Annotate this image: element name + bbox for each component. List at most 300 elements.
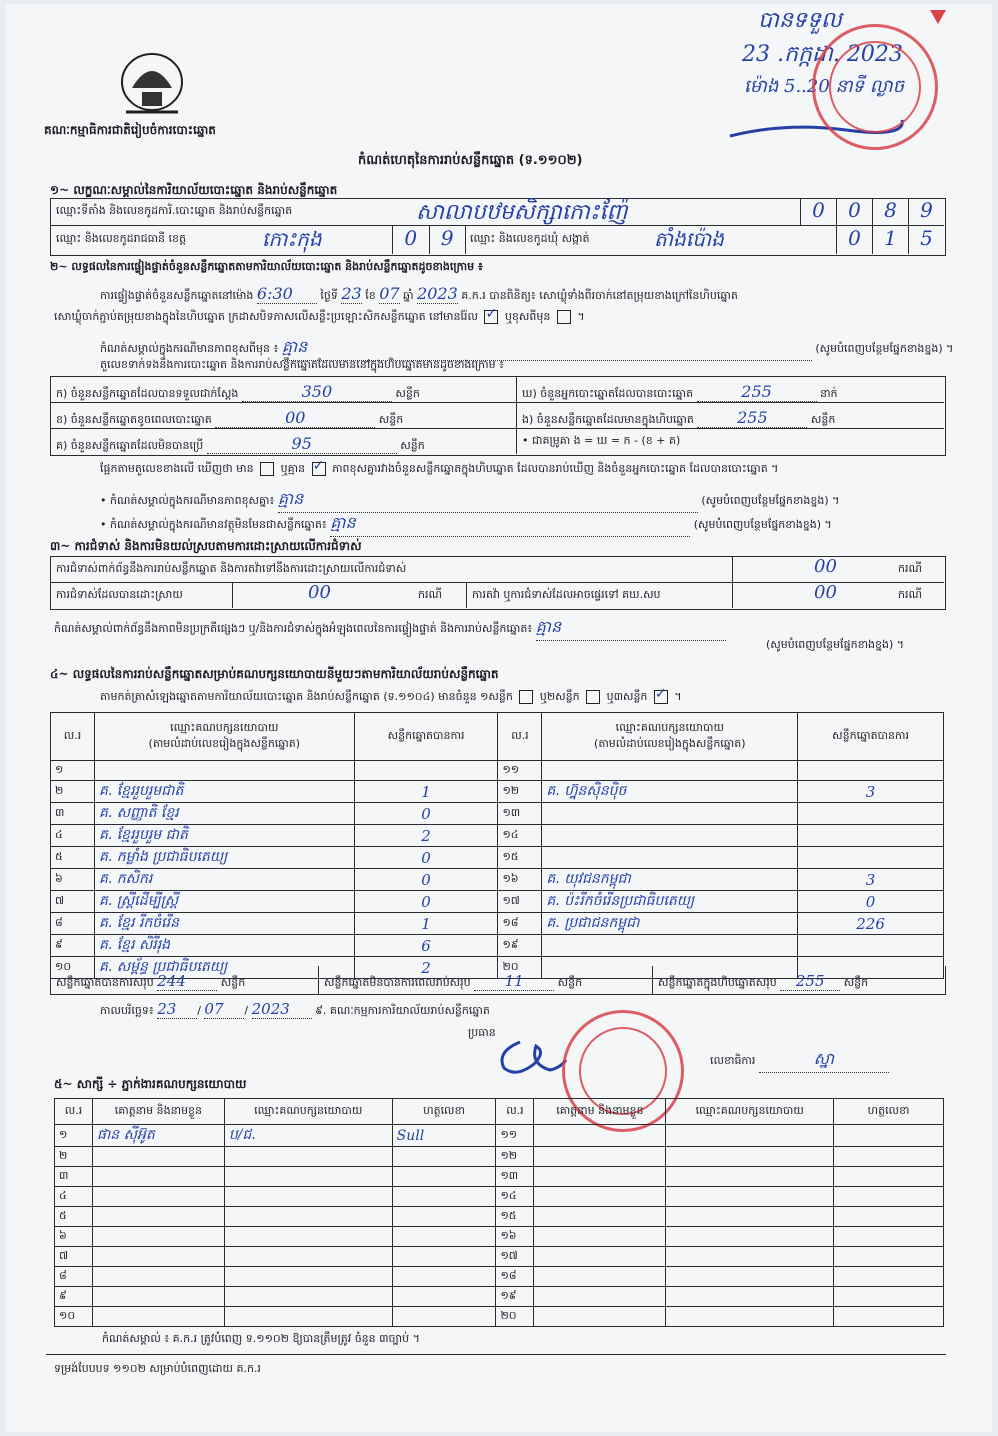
compare-end: ភាពខុសគ្នារវាងចំនួនសន្លឹកឆ្នោតក្នុងហិបឆ្នោត ដែលបានរាប់ឃើញ និងចំនួនអ្នកបោះឆ្នោត ដែលបានបោះឆ្នោត ។: [332, 462, 779, 475]
party-name: គ. ស្ត្រីដើម្បីស្ត្រី: [94, 891, 354, 913]
witness-signature: [834, 1307, 944, 1327]
unchanged-checkbox[interactable]: [484, 310, 498, 324]
col-party: ឈ្មោះគណបក្សនយោបាយ (តាមលំដាប់លេខរៀងក្នុងសន្លឹកឆ្នោត): [94, 713, 354, 761]
witness-party: [224, 1227, 392, 1247]
row-no: ៩: [51, 935, 95, 957]
has-difference-checkbox[interactable]: [260, 462, 274, 476]
witness-name: [534, 1147, 666, 1167]
witness-name: [92, 1227, 224, 1247]
row-no: ១៣: [498, 803, 542, 825]
note-hint: (សូមបំពេញបន្ថែមផ្នែកខាងខ្នង) ។: [815, 342, 954, 355]
witness-name: [534, 1125, 666, 1147]
party-name: [542, 935, 798, 957]
bullet2-hint: (សូមបំពេញបន្ថែមផ្នែកខាងខ្នង) ។: [693, 518, 832, 531]
witness-name: [92, 1147, 224, 1167]
witness-signature: [392, 1307, 496, 1327]
party-name: គ. កម្លាំង ប្រជាធិបតេយ្យ: [94, 847, 354, 869]
divider: [318, 966, 319, 994]
witness-table: [54, 1098, 944, 1327]
witness-party: [666, 1125, 834, 1147]
figure-a-label: ក) ចំនួនសន្លឹកឆ្នោតដែលបានទទួលជាក់ស្តែង: [56, 387, 239, 400]
row-no: ១៦: [496, 1227, 534, 1247]
verify-day: 23: [341, 284, 362, 303]
witness-name: [534, 1167, 666, 1187]
row-no: ២: [55, 1147, 93, 1167]
page: [6, 4, 992, 1432]
row-no: ៧: [55, 1247, 93, 1267]
party-name: គ. កសិករ: [94, 869, 354, 891]
table-row: [55, 1125, 944, 1147]
bullet1-value: គ្មាន: [278, 488, 698, 513]
irregularity-hint: (សូមបំពេញបន្ថែមផ្នែកខាងខ្នង) ។: [766, 638, 905, 651]
witness-name: [92, 1167, 224, 1187]
table-row: [51, 869, 944, 891]
date-year: 2023: [252, 1000, 312, 1019]
witness-name: [534, 1287, 666, 1307]
party-name: គ. សញ្ញាតិ ខ្មែរ: [94, 803, 354, 825]
party-name: គ. យុវជនកម្ពុជា: [542, 869, 798, 891]
witness-signature: [392, 1267, 496, 1287]
figure-c-value: 95: [207, 434, 397, 454]
table-row: [55, 1247, 944, 1267]
commune-code: [836, 226, 944, 254]
bullet2-value: គ្មាន: [330, 512, 690, 537]
witness-signature: [392, 1247, 496, 1267]
section1-title: ១~ លក្ខណៈសម្គាល់នៃការិយាល័យបោះឆ្នោត និងរាប់សន្លឹកឆ្នោត: [50, 183, 338, 197]
irregularity-label: កំណត់សម្គាល់ពាក់ព័ន្ធនឹងភាពមិនប្រក្រតីផ្សេងៗ ឬ/និងការជំទាស់ក្នុងអំឡុងពេលនៃការផ្ទៀងផ្ទាត់ និងការរាប់សន្លឹកឆ្នោត៖: [54, 622, 533, 635]
footnote: កំណត់សម្គាល់ ៖ គ.ក.រ ត្រូវបំពេញ ទ.១១០២ ឱ្យបានត្រឹមត្រូវ ចំនួន ៣ច្បាប់ ។: [102, 1332, 420, 1345]
table-row: [51, 847, 944, 869]
row-no: ៣: [55, 1167, 93, 1187]
total-valid-label: សន្លឹកឆ្នោតបានការសរុប: [56, 976, 154, 989]
table-row: [55, 1167, 944, 1187]
row-no: ១៧: [498, 891, 542, 913]
col-no: ល.រ: [51, 713, 95, 761]
no-difference-label: ឬគ្មាន: [280, 462, 306, 475]
table-row: [51, 781, 944, 803]
vote-count: [354, 761, 498, 781]
row-no: ៨: [51, 913, 95, 935]
witness-signature: [392, 1187, 496, 1207]
verify-label: ការផ្ទៀងផ្ទាត់ចំនួនសន្លឹកឆ្នោតនៅម៉ោង: [100, 289, 254, 302]
section4-title: ៤~ លទ្ធផលនៃការរាប់សន្លឹកឆ្នោតសម្រាប់គណបក្សនយោបាយនីមួយៗតាមការិយាល័យរាប់សន្លឹកឆ្នោត: [50, 667, 499, 681]
day-label: ថ្ងៃទី: [320, 289, 338, 302]
row-no: ៦: [55, 1227, 93, 1247]
witness-signature: [392, 1207, 496, 1227]
code-digit: 8: [872, 198, 908, 225]
row-no: ២: [51, 781, 95, 803]
three-sheets-label: ឬ៣សន្លឹក: [606, 690, 648, 703]
divider: [232, 582, 233, 608]
vote-count: 0: [354, 803, 498, 825]
chief-signature: [490, 1034, 570, 1080]
committee-name: គណៈកម្មាធិការជាតិរៀបចំការបោះឆ្នោត: [44, 123, 216, 137]
row-no: ៩: [55, 1287, 93, 1307]
three-sheets-checkbox[interactable]: [654, 690, 668, 704]
figure-b-unit: សន្លឹក: [378, 413, 404, 426]
row-no: ១៧: [496, 1247, 534, 1267]
row-no: ១០: [55, 1307, 93, 1327]
witness-party: [666, 1307, 834, 1327]
section5-title: ៥~ សាក្សី ÷ ភ្នាក់ងារគណបក្សនយោបាយ: [54, 1077, 247, 1091]
party-name: គ. ហ្វ៊ុនស៊ិនប៉ិច: [542, 781, 798, 803]
vote-count: 0: [354, 891, 498, 913]
witness-party: [224, 1187, 392, 1207]
code-digit: 0: [836, 198, 872, 225]
witness-signature: [834, 1147, 944, 1167]
table-row: [51, 891, 944, 913]
party-name: គ. សម្ព័ន្ធ ប្រជាធិបតេយ្យ: [94, 957, 354, 979]
chief-label: ប្រធាន: [468, 1026, 496, 1039]
registry-date: 23 .កក្កដា. 2023: [742, 42, 903, 67]
figure-d-value: 255: [697, 382, 817, 402]
formula: • ជាគម្រូគា ង = ឃ = ក - (ខ + គ): [522, 434, 681, 447]
witness-party: [666, 1167, 834, 1187]
witness-name: [92, 1207, 224, 1227]
party-name: គ. ខ្មែររួបរួមជាតិ: [94, 781, 354, 803]
committee-sign-label: ៩. គណៈកម្មការការិយាល័យរាប់សន្លឹកឆ្នោត: [315, 1004, 490, 1017]
col-sign: ហត្ថលេខា: [392, 1099, 496, 1125]
row-no: ១៤: [496, 1187, 534, 1207]
verify-end: គ.ក.រ បានពិនិត្យ៖ សោឃ្លុំទាំងពីរចាក់នៅតម្រុយខាងក្រៅនៃហិបឆ្នោត: [461, 289, 738, 302]
witness-name: [92, 1247, 224, 1267]
transfer-label: ការតវ៉ា ឬការជំទាស់ដែលអាចផ្ទេរទៅ គឃ.សប: [472, 588, 661, 601]
code-digit: 5: [908, 226, 944, 254]
table-row: [51, 761, 944, 781]
witness-signature: [392, 1147, 496, 1167]
section2-title: ២~ លទ្ធផលនៃការផ្ទៀងផ្ទាត់ចំនួនសន្លឹកឆ្នោតតាមការិយាល័យបោះឆ្នោត និងរាប់សន្លឹកឆ្នោតដូចខាងក្រោម ៖: [50, 260, 483, 273]
objection-unit: ករណី: [898, 562, 922, 575]
witness-party: [224, 1247, 392, 1267]
compare-line: [100, 462, 778, 478]
witness-name: [534, 1207, 666, 1227]
code-digit: 9: [908, 198, 944, 225]
row-no: ១០: [51, 957, 95, 979]
witness-party: ប/ជ.: [224, 1125, 392, 1147]
witness-party: [224, 1207, 392, 1227]
row-no: ១៨: [498, 913, 542, 935]
row-no: ១៩: [496, 1287, 534, 1307]
figure-b: [56, 408, 512, 429]
col-no: ល.រ: [498, 713, 542, 761]
vote-count: 3: [798, 781, 944, 803]
total-valid-unit: សន្លឹក: [220, 976, 246, 989]
province-code: [392, 226, 466, 254]
col-no: ល.រ: [496, 1099, 534, 1125]
table-row: [55, 1267, 944, 1287]
vote-count: 2: [354, 957, 498, 979]
total-valid-value: 244: [157, 972, 217, 991]
row-no: ១១: [496, 1125, 534, 1147]
code-digit: 0: [393, 226, 430, 254]
bullet2-label: • កំណត់សម្គាល់ក្នុងករណីមានវត្ថុមិនមែនជាសន្លឹកឆ្នោត៖: [100, 518, 327, 531]
figure-d-unit: នាក់: [820, 387, 838, 400]
note-label: កំណត់សម្គាល់ក្នុងករណីមានភាពខុសពីមុន ៖: [100, 342, 279, 355]
col-name: គោត្តនាម និងនាមខ្លួន: [534, 1099, 666, 1125]
total-valid: [56, 972, 245, 992]
col-votes: សន្លឹកឆ្នោតបានការ: [798, 713, 944, 761]
row-no: ៤: [55, 1187, 93, 1207]
polling-station-code: [800, 198, 944, 225]
witness-signature: [834, 1227, 944, 1247]
witness-party: [224, 1267, 392, 1287]
figure-b-value: 00: [215, 408, 375, 428]
secretary-line: [710, 1048, 889, 1073]
changed-label: ឬខុសពីមុន: [504, 310, 551, 323]
figure-e-unit: សន្លឹក: [810, 413, 836, 426]
results-table: [50, 712, 944, 979]
polling-station-label: ឈ្មោះទីតាំង និងលេខកូដការិ.បោះឆ្នោត និងរាប់សន្លឹកឆ្នោត: [56, 204, 293, 217]
row-no: ១៥: [496, 1207, 534, 1227]
divider: [50, 582, 944, 583]
figure-a: [56, 382, 512, 403]
vote-count: [798, 803, 944, 825]
bullet2-line: [100, 512, 950, 537]
divider: [46, 1354, 946, 1355]
section3-title: ៣~ ការជំទាស់ និងការមិនយល់ស្របតាមការដោះស្រាយលើការជំទាស់: [50, 539, 362, 553]
party-name: គ. ខ្មែរ រីកចំរើន: [94, 913, 354, 935]
month-label: ខែ: [365, 289, 376, 302]
witness-signature: [392, 1227, 496, 1247]
witness-name: [534, 1187, 666, 1207]
irregularity-note: [54, 616, 726, 641]
divider: [516, 376, 517, 454]
figure-c-label: គ) ចំនួនសន្លឹកឆ្នោតដែលមិនបានប្រើ: [56, 439, 204, 452]
party-name: [542, 825, 798, 847]
table-row: [51, 825, 944, 847]
party-name: គ. ខ្មែររួបរួម ជាតិ: [94, 825, 354, 847]
table-row: [51, 803, 944, 825]
witness-signature: [834, 1267, 944, 1287]
verify-line2: សោឃ្លុំចាក់ភ្ជាប់តម្រុយខាងក្នុងនៃហិបឆ្នោត ក្រដាសបិទភាសលើសន្លឹះប្រឡោះសិកសន្លឹកឆ្នោត នៅមានរ៉ែល ✓ ឬខុសពីមុន ។: [54, 310, 585, 326]
divider: [652, 966, 653, 994]
flag-icon: [928, 8, 948, 28]
form-title: កំណត់ហេតុនៃការរាប់សន្លឹកឆ្នោត (ទ.១១០២): [358, 153, 583, 168]
vote-count: 0: [354, 847, 498, 869]
party-name: គ. ប្រជាជនកម្ពុជា: [542, 913, 798, 935]
row-no: ៥: [51, 847, 95, 869]
row-no: ១: [51, 761, 95, 781]
vote-count: 1: [354, 781, 498, 803]
total-invalid-unit: សន្លឹក: [557, 976, 583, 989]
witness-party: [666, 1287, 834, 1307]
witness-name: [92, 1307, 224, 1327]
vote-count: [798, 825, 944, 847]
figure-c: [56, 434, 512, 455]
vote-count: 6: [354, 935, 498, 957]
row-no: ៣: [51, 803, 95, 825]
col-party: ឈ្មោះគណបក្សនយោបាយ (តាមលំដាប់លេខរៀងក្នុងសន្លឹកឆ្នោត): [542, 713, 798, 761]
witness-signature: [392, 1287, 496, 1307]
registry-time: ម៉ោង 5..20 នាទី ល្ងាច: [744, 76, 905, 97]
row-no: ៥: [55, 1207, 93, 1227]
resolved-count: 00: [308, 582, 331, 603]
compare-text: ផ្អែកតាមតួលេខខាងលើ ឃើញថា មាន: [100, 462, 254, 475]
objection-label: ការជំទាស់ពាក់ព័ន្ធនឹងការរាប់សន្លឹកឆ្នោត និងការតវ៉ាទៅនឹងការដោះស្រាយលើការជំទាស់: [56, 562, 407, 575]
row-no: ១: [55, 1125, 93, 1147]
vote-count: 3: [798, 869, 944, 891]
witness-party: [224, 1147, 392, 1167]
witness-party: [666, 1147, 834, 1167]
vote-count: [798, 847, 944, 869]
witness-name: [534, 1247, 666, 1267]
col-sign: ហត្ថលេខា: [834, 1099, 944, 1125]
figure-d: [522, 382, 942, 403]
table-row: [55, 1227, 944, 1247]
vote-count: 0: [798, 891, 944, 913]
row-no: ២០: [498, 957, 542, 979]
col-votes: សន្លឹកឆ្នោតបានការ: [354, 713, 498, 761]
witness-name: [534, 1307, 666, 1327]
official-stamp-top: [812, 24, 938, 150]
registry-received: បាន​ទទួល: [758, 8, 842, 33]
two-sheets-checkbox[interactable]: [586, 690, 600, 704]
tally-intro-text: តាមកត់ត្រាសំឡេងឆ្នោតតាមការិយាល័យបោះឆ្នោត និងរាប់សន្លឹកឆ្នោត (ទ.១១០៤) មានចំនួន ១សន្លឹក: [100, 690, 513, 703]
row-no: ១១: [498, 761, 542, 781]
row-no: ២០: [496, 1307, 534, 1327]
figure-c-unit: សន្លឹក: [400, 439, 425, 452]
row-no: ១៦: [498, 869, 542, 891]
total-box-value: 255: [780, 972, 840, 991]
vote-count: [798, 761, 944, 781]
secretary-label: លេខាធិការ: [710, 1054, 756, 1067]
transfer-count: 00: [814, 582, 837, 603]
row-no: ១៥: [498, 847, 542, 869]
verify-year: 2023: [417, 284, 458, 303]
province-name: កោះកុង: [262, 227, 322, 251]
changed-checkbox[interactable]: [557, 310, 571, 324]
row-no: ១២: [498, 781, 542, 803]
party-name: គ. ខ្មែរ សិរីរុង: [94, 935, 354, 957]
witness-name: ផាន ស៊ីអ៊ូត: [92, 1125, 224, 1147]
total-invalid: [324, 972, 582, 992]
witness-name: [534, 1227, 666, 1247]
vote-count: 0: [354, 869, 498, 891]
witness-party: [224, 1287, 392, 1307]
figures-intro: តួលេខទាក់ទងនឹងការបោះឆ្នោត និងការរាប់សន្លឹកឆ្នោតដែលមាននៅក្នុងហិបឆ្នោតមានដូចខាងក្រោម ៖: [100, 358, 504, 371]
one-sheet-checkbox[interactable]: [519, 690, 533, 704]
resolved-label: ការជំទាស់ដែលបានដោះស្រាយ: [56, 588, 183, 601]
witness-party: [224, 1167, 392, 1187]
figure-e-label: ង) ចំនួនសន្លឹកឆ្នោតដែលមានក្នុងហិបឆ្នោត: [522, 413, 694, 426]
col-party: ឈ្មោះគណបក្សនយោបាយ: [224, 1099, 392, 1125]
witness-party: [666, 1187, 834, 1207]
commune-label: ឈ្មោះ និងលេខកូដឃុំ សង្កាត់: [470, 232, 590, 245]
row-no: ៧: [51, 891, 95, 913]
two-sheets-label: ឬ២សន្លឹក: [539, 690, 580, 703]
verify-time: 6:30: [257, 284, 317, 304]
table-row: [51, 913, 944, 935]
witness-name: [92, 1187, 224, 1207]
table-row: [51, 935, 944, 957]
secretary-signature: ស្នា: [759, 1048, 889, 1073]
row-no: ៤: [51, 825, 95, 847]
vote-count: 1: [354, 913, 498, 935]
resolved-unit: ករណី: [418, 588, 442, 601]
party-name: [542, 803, 798, 825]
table-row: [55, 1187, 944, 1207]
national-emblem-logo: [118, 48, 186, 120]
commune-name: តាំងប៉ោង: [654, 227, 724, 251]
table-row: [55, 1147, 944, 1167]
row-no: ៦: [51, 869, 95, 891]
vote-count: 2: [354, 825, 498, 847]
witness-signature: [392, 1167, 496, 1187]
witness-signature: [834, 1207, 944, 1227]
total-box-label: សន្លឹកឆ្នោតក្នុងហិបឆ្នោតសរុប: [658, 976, 777, 989]
figure-b-label: ខ) ចំនួនសន្លឹកឆ្នោតខូចពេលបោះឆ្នោត: [56, 413, 212, 426]
col-no: ល.រ: [55, 1099, 93, 1125]
table-row: [55, 1207, 944, 1227]
witness-signature: [834, 1167, 944, 1187]
witness-signature: Sull: [392, 1125, 496, 1147]
witness-signature: [834, 1187, 944, 1207]
witness-party: [224, 1307, 392, 1327]
witness-signature: [834, 1247, 944, 1267]
bullet1-line: [100, 488, 950, 513]
date-day: 23: [157, 1000, 197, 1019]
figure-a-unit: សន្លឹក: [395, 387, 420, 400]
date-month: 07: [204, 1000, 244, 1019]
figure-a-value: 350: [242, 382, 392, 402]
witness-signature: [834, 1125, 944, 1147]
row-no: ១៨: [496, 1267, 534, 1287]
table-row: [55, 1287, 944, 1307]
no-difference-checkbox[interactable]: [312, 462, 326, 476]
code-digit: 0: [800, 198, 836, 225]
polling-station-name: សាលាបឋមសិក្សាកោះញ៉ែ: [416, 200, 628, 225]
code-digit: 0: [836, 226, 872, 254]
note-value: គ្មាន: [282, 336, 812, 361]
total-invalid-value: 11: [474, 972, 554, 991]
row-no: ១៤: [498, 825, 542, 847]
witness-party: [666, 1247, 834, 1267]
code-digit: 1: [872, 226, 908, 254]
row-no: ១២: [496, 1147, 534, 1167]
col-party: ឈ្មោះគណបក្សនយោបាយ: [666, 1099, 834, 1125]
party-name: [542, 761, 798, 781]
divider: [466, 582, 467, 608]
witness-name: [92, 1267, 224, 1287]
transfer-unit: ករណី: [898, 588, 922, 601]
tally-intro: តាមកត់ត្រាសំឡេងឆ្នោតតាមការិយាល័យបោះឆ្នោត និងរាប់សន្លឹកឆ្នោត (ទ.១១០៤) មានចំនួន ១សន្លឹក ឬ២សន្លឹក ឬ៣សន្លឹក ✓ ។: [100, 690, 682, 706]
witness-signature: [834, 1287, 944, 1307]
row-no: ៨: [55, 1267, 93, 1287]
total-invalid-label: សន្លឹកឆ្នោតមិនបានការពេលរាប់សរុប: [324, 976, 471, 989]
bullet1-label: • កំណត់សម្គាល់ក្នុងករណីមានភាពខុសគ្នា៖: [100, 494, 275, 507]
party-name: [542, 847, 798, 869]
total-box-unit: សន្លឹក: [843, 976, 869, 989]
witness-name: [534, 1267, 666, 1287]
witness-party: [666, 1267, 834, 1287]
party-name: [94, 761, 354, 781]
province-label: ឈ្មោះ និងលេខកូដរាជធានី ខេត្ត: [56, 232, 186, 245]
verify-month: 07: [379, 284, 400, 303]
row-no: ១៣: [496, 1167, 534, 1187]
divider: [732, 556, 733, 608]
verify-line2-text: សោឃ្លុំចាក់ភ្ជាប់តម្រុយខាងក្នុងនៃហិបឆ្នោត ក្រដាសបិទភាសលើសន្លឹះប្រឡោះសិកសន្លឹកឆ្នោត នៅមានរ៉ែល: [54, 310, 478, 323]
code-digit: 9: [440, 226, 454, 250]
figure-e: [522, 408, 942, 429]
table-row: [55, 1307, 944, 1327]
figure-e-value: 255: [697, 408, 807, 428]
year-label: ឆ្នាំ: [403, 289, 414, 302]
figure-d-label: ឃ) ចំនួនអ្នកបោះឆ្នោតដែលបានបោះឆ្នោត: [522, 387, 694, 400]
party-name: គ. ប៉ះរីកចំរើនប្រជាធិបតេយ្យ: [542, 891, 798, 913]
vote-count: [798, 935, 944, 957]
irregularity-value: គ្មាន: [536, 616, 726, 641]
date-label: កាលបរិច្ឆេទ៖: [100, 1004, 154, 1017]
